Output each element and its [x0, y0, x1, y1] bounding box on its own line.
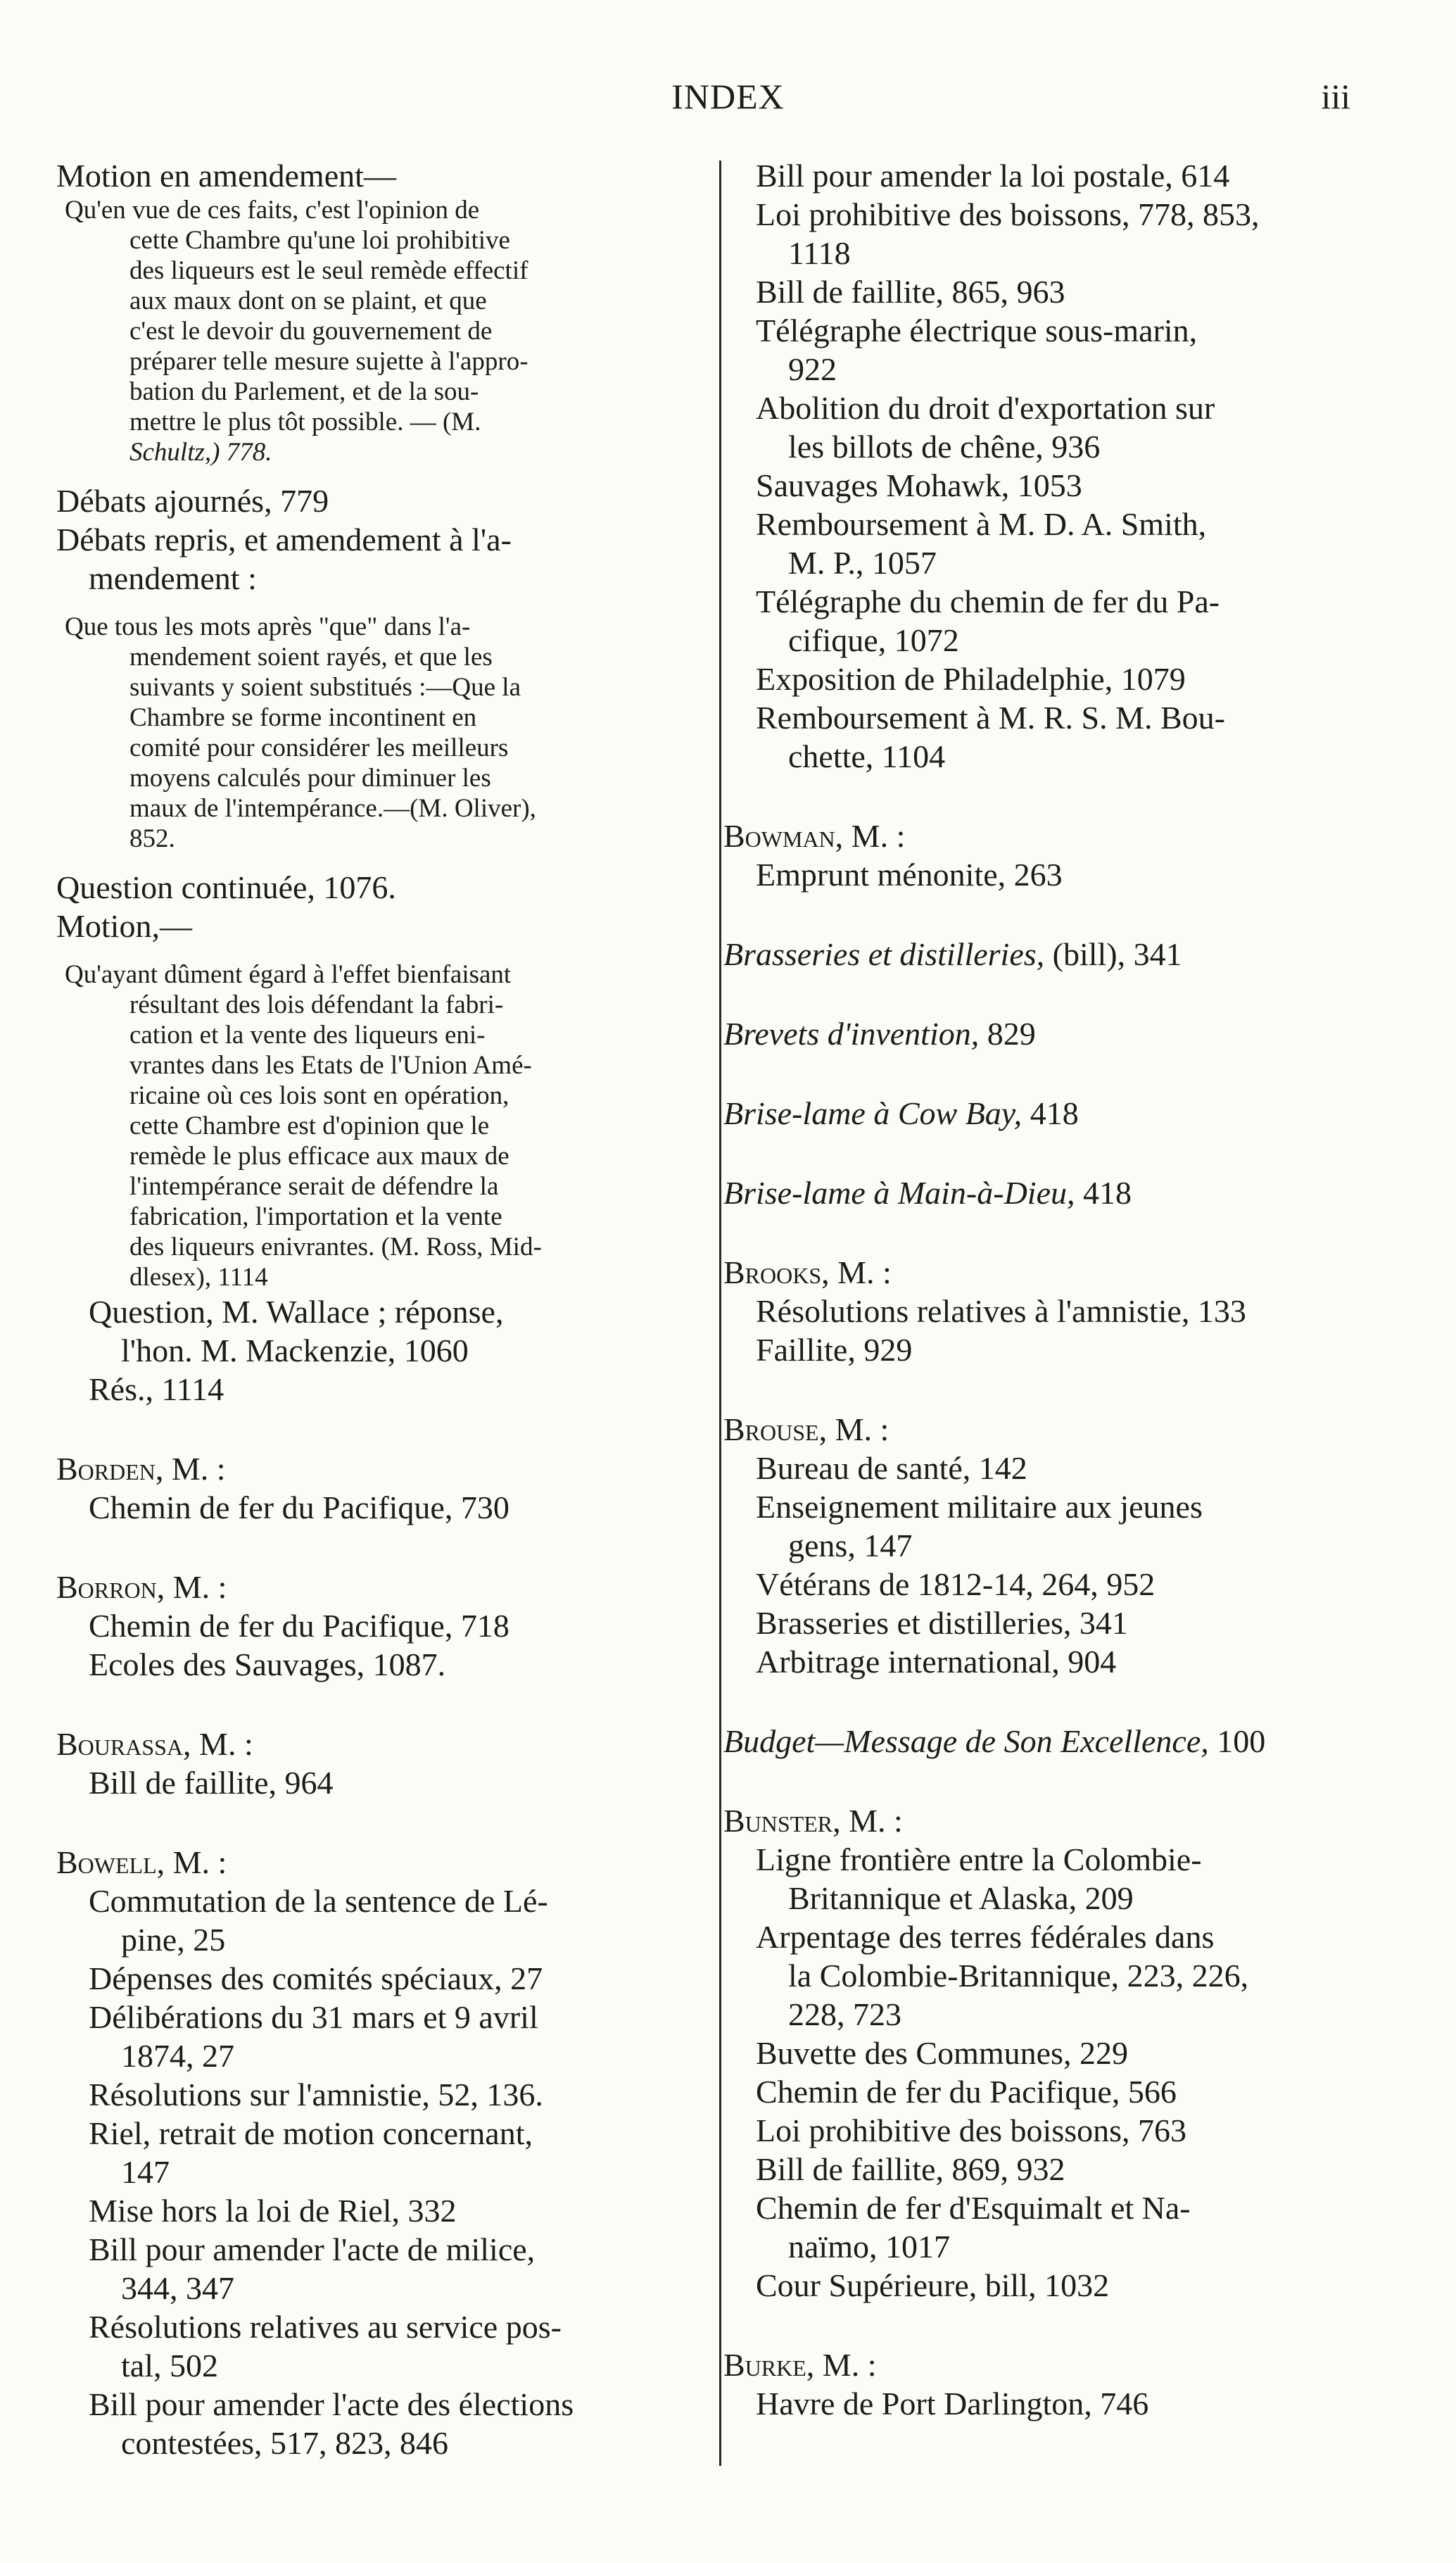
index-entry-continuation: gens, 147	[788, 1528, 913, 1563]
motion-text	[56, 959, 704, 1292]
motion-text-line: cation et la vente des liqueurs eni-	[129, 1021, 486, 1050]
motion-text-line: comité pour considérer les meilleurs	[129, 733, 509, 762]
column-divider	[719, 160, 721, 2466]
motion-text-line: ricaine où ces lois sont en opération,	[129, 1081, 509, 1110]
index-entry: Débats repris, et amendement à l'a-	[56, 522, 512, 558]
subject-entry	[723, 1722, 1371, 1761]
index-entry: Loi prohibitive des boissons, 778, 853,	[756, 196, 1260, 232]
index-entry: Riel, retrait de motion concernant,	[89, 2115, 533, 2151]
index-entry: Arpentage des terres fédérales dans	[756, 1919, 1215, 1955]
index-entry: Sauvages Mohawk, 1053	[756, 467, 1082, 503]
subject-pages: 418	[1022, 1095, 1079, 1131]
index-entry: Mise hors la loi de Riel, 332	[89, 2193, 457, 2229]
index-entry: Chemin de fer du Pacifique, 730	[89, 1490, 509, 1525]
index-entry: Résolutions sur l'amnistie, 52, 136.	[89, 2077, 543, 2112]
index-entry-continuation: les billots de chêne, 936	[788, 429, 1101, 465]
index-entry: Bill pour amender l'acte de milice,	[89, 2231, 536, 2267]
index-entry: Remboursement à M. R. S. M. Bou-	[756, 700, 1225, 736]
index-entry: Bill pour amender l'acte des élections	[89, 2386, 574, 2422]
index-entry: Emprunt ménonite, 263	[756, 857, 1063, 893]
motion-text-line: c'est le devoir du gouvernement de	[129, 317, 493, 346]
member-name: Borden, M. :	[56, 1451, 226, 1487]
subject-pages: 418	[1075, 1175, 1132, 1211]
index-entry: Exposition de Philadelphie, 1079	[756, 661, 1186, 697]
motion-text-line: fabrication, l'importation et la vente	[129, 1202, 502, 1231]
motion-text-line: cette Chambre est d'opinion que le	[129, 1112, 490, 1140]
member-name: Borron, M. :	[56, 1569, 227, 1605]
index-entry: Brasseries et distilleries, 341	[756, 1605, 1128, 1641]
index-entry: Chemin de fer du Pacifique, 718	[89, 1608, 509, 1644]
index-entry-continuation: cifique, 1072	[788, 622, 959, 658]
motion-text-line: aux maux dont on se plaint, et que	[129, 286, 487, 315]
subject-title: Brise-lame à Main-à-Dieu,	[723, 1175, 1075, 1211]
motion-text-line: vrantes dans les Etats de l'Union Amé-	[129, 1051, 532, 1080]
index-entry: Bill pour amender la loi postale, 614	[756, 158, 1230, 194]
member-name: Bowman, M. :	[723, 818, 906, 854]
index-entry: Cour Supérieure, bill, 1032	[756, 2267, 1110, 2303]
index-entry: Remboursement à M. D. A. Smith,	[756, 506, 1207, 542]
motion-text-line: moyens calculés pour diminuer les	[129, 764, 491, 793]
subject-entry	[723, 1014, 1371, 1053]
motion-heading: Motion en amendement—	[56, 158, 396, 194]
subject-pages: 100	[1208, 1723, 1266, 1759]
index-entry-continuation: chette, 1104	[788, 738, 946, 774]
member-name: Bowell, M. :	[56, 1844, 227, 1880]
motion-text-line: dlesex), 1114	[129, 1263, 268, 1292]
index-entry: Rés., 1114	[89, 1371, 224, 1407]
index-entry: Dépenses des comités spéciaux, 27	[89, 1960, 543, 1996]
page-title: INDEX	[671, 77, 785, 116]
motion-text-line: des liqueurs est le seul remède effectif	[129, 256, 528, 285]
index-entry: Question, M. Wallace ; réponse,	[89, 1294, 504, 1330]
index-entry-continuation: 1874, 27	[121, 2038, 234, 2074]
subject-entry	[723, 1094, 1371, 1133]
index-entry: Bill de faillite, 869, 932	[756, 2151, 1065, 2187]
member-name: Brouse, M. :	[723, 1411, 890, 1447]
motion-text-line: l'intempérance serait de défendre la	[129, 1172, 499, 1201]
index-entry: Bill de faillite, 865, 963	[756, 274, 1065, 310]
index-entry: Débats ajournés, 779	[56, 483, 329, 519]
index-entry-continuation: 147	[121, 2154, 170, 2190]
motion-text-line: des liqueurs enivrantes. (M. Ross, Mid-	[129, 1233, 542, 1261]
index-entry-continuation: contestées, 517, 823, 846	[121, 2425, 449, 2461]
amendment-text	[56, 612, 704, 854]
index-entry-continuation: Britannique et Alaska, 209	[788, 1880, 1134, 1916]
index-entry: Abolition du droit d'exportation sur	[756, 390, 1215, 426]
motion-text-line: 852.	[129, 824, 175, 853]
index-entry: Ecoles des Sauvages, 1087.	[89, 1646, 446, 1682]
index-entry: Bureau de santé, 142	[756, 1450, 1027, 1486]
index-entry: Chemin de fer du Pacifique, 566	[756, 2074, 1177, 2110]
index-entry-continuation: mendement :	[89, 560, 257, 596]
motion-text-line: remède le plus efficace aux maux de	[129, 1142, 509, 1171]
index-entry-continuation: la Colombie-Britannique, 223, 226,	[788, 1958, 1249, 1994]
index-entry: Vétérans de 1812-14, 264, 952	[756, 1566, 1156, 1602]
index-entry-continuation: tal, 502	[121, 2348, 218, 2383]
index-entry: Arbitrage international, 904	[756, 1644, 1117, 1680]
index-entry: Commutation de la sentence de Lé-	[89, 1883, 548, 1919]
motion-heading: Motion,—	[56, 908, 192, 944]
motion-text-line: mendement soient rayés, et que les	[129, 643, 493, 672]
index-entry: Buvette des Communes, 229	[756, 2035, 1128, 2071]
index-entry: Chemin de fer d'Esquimalt et Na-	[756, 2190, 1191, 2226]
motion-text-line: cette Chambre qu'une loi prohibitive	[129, 226, 510, 255]
motion-text-line: Schultz,) 778.	[129, 438, 272, 467]
index-entry: Ligne frontière entre la Colombie-	[756, 1841, 1202, 1877]
right-column	[723, 156, 1371, 2423]
index-entry: Loi prohibitive des boissons, 763	[756, 2112, 1187, 2148]
motion-text-line: Qu'en vue de ces faits, c'est l'opinion de	[65, 196, 480, 225]
motion-text-line: suivants y soient substitués :—Que la	[129, 673, 521, 702]
index-entry: Havre de Port Darlington, 746	[756, 2386, 1149, 2422]
index-entry-continuation: naïmo, 1017	[788, 2229, 950, 2265]
index-entry: Question continuée, 1076.	[56, 869, 396, 905]
index-entry-continuation: 1118	[788, 235, 851, 271]
index-entry: Faillite, 929	[756, 1332, 913, 1368]
index-entry-continuation: M. P., 1057	[788, 545, 937, 581]
index-entry: Bill de faillite, 964	[89, 1765, 334, 1801]
page-header	[0, 76, 1456, 125]
subject-title: Brise-lame à Cow Bay,	[723, 1095, 1023, 1131]
index-entry: Résolutions relatives à l'amnistie, 133	[756, 1293, 1246, 1329]
motion-text	[56, 195, 704, 467]
motion-text-line: maux de l'intempérance.—(M. Oliver),	[129, 794, 536, 823]
index-entry: Délibérations du 31 mars et 9 avril	[89, 1999, 538, 2035]
subject-entry	[723, 1173, 1371, 1212]
member-name: Bourassa, M. :	[56, 1726, 253, 1762]
motion-text-line: Que tous les mots après "que" dans l'a-	[65, 612, 471, 641]
motion-text-line: préparer telle mesure sujette à l'appro-	[129, 347, 528, 376]
subject-pages: (bill), 341	[1044, 936, 1182, 972]
index-entry-continuation: l'hon. M. Mackenzie, 1060	[121, 1333, 469, 1368]
member-name: Burke, M. :	[723, 2347, 877, 2383]
index-entry: Résolutions relatives au service pos-	[89, 2309, 562, 2345]
subject-title: Budget—Message de Son Excellence,	[723, 1723, 1209, 1759]
index-entry: Télégraphe électrique sous-marin,	[756, 313, 1198, 348]
page-number: iii	[1321, 77, 1350, 116]
motion-text-line: Qu'ayant dûment égard à l'effet bienfaisant	[65, 960, 512, 989]
motion-text-line: mettre le plus tôt possible. — (M.	[129, 408, 481, 436]
member-name: Bunster, M. :	[723, 1803, 903, 1839]
member-name: Brooks, M. :	[723, 1254, 892, 1290]
subject-entry	[723, 935, 1371, 974]
index-entry: Télégraphe du chemin de fer du Pa-	[756, 584, 1220, 619]
index-entry-continuation: 228, 723	[788, 1996, 901, 2032]
left-column	[56, 156, 704, 2462]
subject-title: Brevets d'invention,	[723, 1016, 980, 1052]
motion-text-line: Chambre se forme incontinent en	[129, 703, 477, 732]
motion-text-line: résultant des lois défendant la fabri-	[129, 990, 504, 1019]
index-entry-continuation: pine, 25	[121, 1922, 226, 1958]
subject-title: Brasseries et distilleries,	[723, 936, 1045, 972]
motion-text-line: bation du Parlement, et de la sou-	[129, 377, 479, 406]
index-entry-continuation: 922	[788, 351, 837, 387]
index-entry: Enseignement militaire aux jeunes	[756, 1489, 1203, 1525]
index-entry-continuation: 344, 347	[121, 2270, 234, 2306]
subject-pages: 829	[979, 1016, 1036, 1052]
